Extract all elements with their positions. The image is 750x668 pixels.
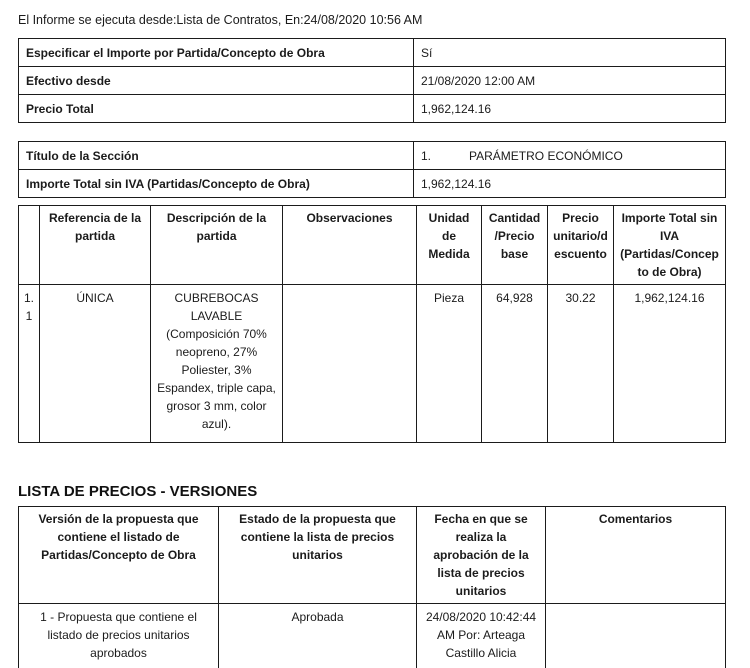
report-header-line: El Informe se ejecuta desde:Lista de Contratos, En:24/08/2020 10:56 AM [18, 13, 423, 27]
section-number: 1. [421, 148, 432, 163]
items-header-precio: Precio unitario/descuento [548, 206, 614, 285]
items-header-unidad: Unidad de Medida [417, 206, 482, 285]
estado-cell: Aprobada [219, 604, 417, 668]
item-importe: 1,962,124.16 [614, 285, 726, 443]
fecha-cell: 24/08/2020 10:42:44 AM Por: Arteaga Castillo Alicia [417, 604, 546, 668]
versions-data-row [19, 604, 726, 668]
versions-table [18, 506, 726, 668]
summary-row-label: Efectivo desde [19, 67, 414, 95]
items-table [18, 205, 726, 443]
summary-row-label: Especificar el Importe por Partida/Concepto de Obra [19, 39, 414, 67]
items-header-descripcion: Descripción de la partida [151, 206, 283, 285]
item-precio-unitario: 30.22 [548, 285, 614, 443]
table-row [19, 95, 726, 123]
items-header-cantidad: Cantidad /Precio base [482, 206, 548, 285]
item-unidad: Pieza [417, 285, 482, 443]
summary-row-value: 21/08/2020 12:00 AM [414, 67, 726, 95]
items-header-referencia: Referencia de la partida [40, 206, 151, 285]
summary-row-label: Precio Total [19, 95, 414, 123]
item-index: 1.1 [19, 285, 40, 443]
items-data-row [19, 285, 726, 443]
versions-header-version: Versión de la propuesta que contiene el listado de Partidas/Concepto de Obra [19, 507, 219, 604]
versions-header-estado: Estado de la propuesta que contiene la lista de precios unitarios [219, 507, 417, 604]
item-cantidad: 64,928 [482, 285, 548, 443]
versions-section-title: LISTA DE PRECIOS - VERSIONES [18, 483, 258, 500]
comentarios-cell [546, 604, 726, 668]
section-importe-label: Importe Total sin IVA (Partidas/Concepto de Obra) [19, 170, 414, 198]
versions-header-row [19, 507, 726, 604]
section-importe-value: 1,962,124.16 [414, 170, 726, 198]
summary-table [18, 38, 726, 123]
summary-row-value: Sí [414, 39, 726, 67]
item-observaciones [283, 285, 417, 443]
items-header-importe: Importe Total sin IVA (Partidas/Concepto de Obra) [614, 206, 726, 285]
versions-header-fecha: Fecha en que se realiza la aprobación de la lista de precios unitarios [417, 507, 546, 604]
section-table [18, 141, 726, 198]
version-cell: 1 - Propuesta que contiene el listado de precios unitarios aprobados [19, 604, 219, 668]
table-row [19, 39, 726, 67]
table-row [19, 170, 726, 198]
summary-row-value: 1,962,124.16 [414, 95, 726, 123]
table-row [19, 67, 726, 95]
item-descripcion: CUBREBOCAS LAVABLE (Composición 70% neopreno, 27% Poliester, 3% Espandex, triple capa, grosor 3 mm, color azul). [151, 285, 283, 443]
section-title-label: Título de la Sección [19, 142, 414, 170]
versions-header-comentarios: Comentarios [546, 507, 726, 604]
items-header-observaciones: Observaciones [283, 206, 417, 285]
items-header-index [19, 206, 40, 285]
table-row [19, 142, 726, 170]
item-referencia: ÚNICA [40, 285, 151, 443]
items-header-row [19, 206, 726, 285]
section-title-value [414, 142, 726, 170]
section-name: PARÁMETRO ECONÓMICO [469, 148, 623, 163]
